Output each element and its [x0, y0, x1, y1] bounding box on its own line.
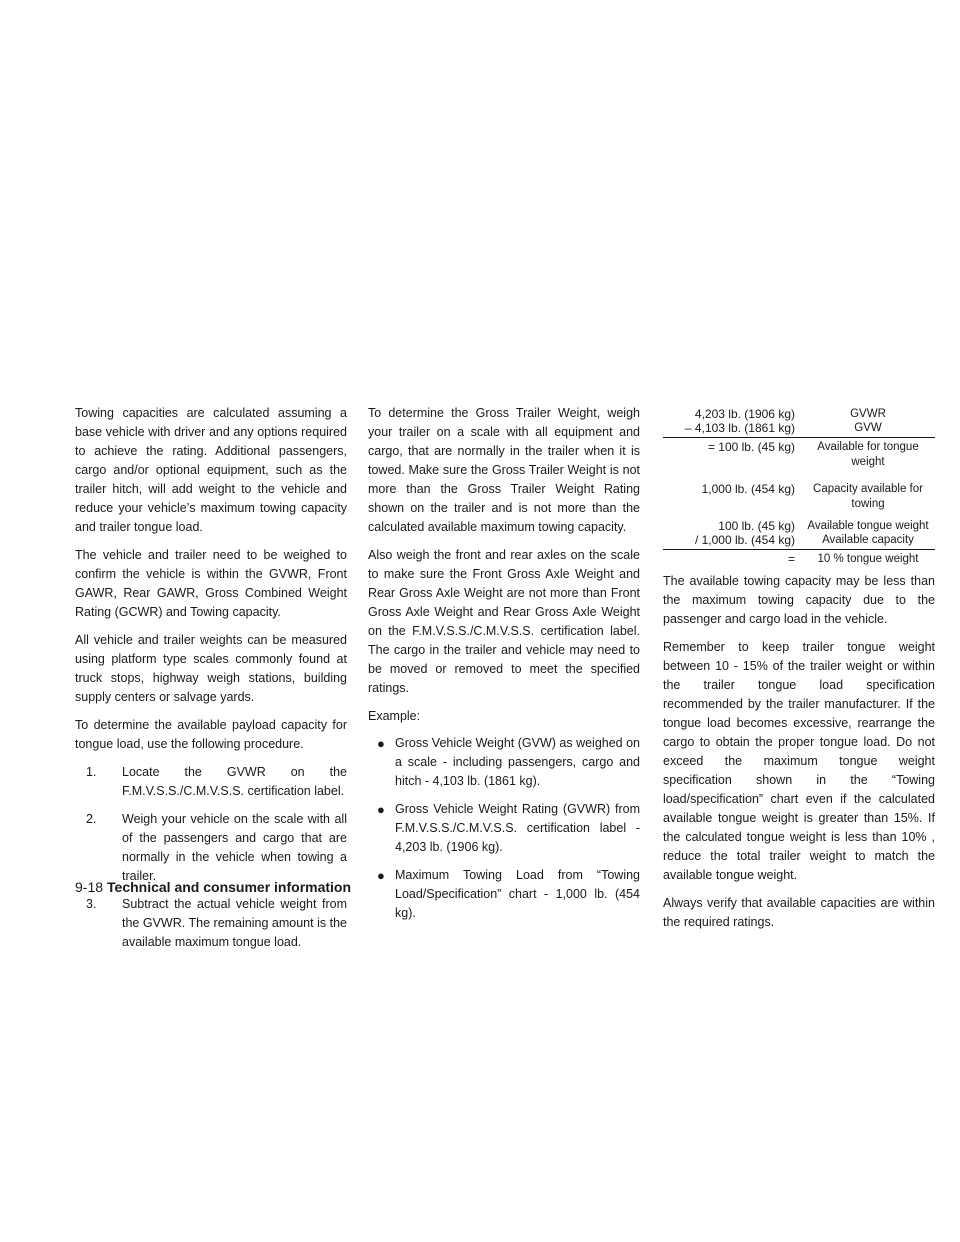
calc-label: Available tongue weight — [807, 520, 929, 532]
bullet-icon: ● — [377, 736, 385, 751]
paragraph-axle-weights: Also weigh the front and rear axles on the scale to make sure the Front Gross Axle Weight and Rear Gross Axle Weight are not more than Front Gross Axle Weight and Rear Gross Axle Weight on the F.M.V.S.S./C.M.V.S.S. certification label. The cargo in the trailer and vehicle may need to be moved or removed to meet the specified ratings. — [368, 548, 640, 695]
calc-value: = 100 lb. (45 kg) — [707, 440, 795, 454]
procedure-steps — [75, 763, 347, 952]
column-middle — [368, 404, 640, 932]
page-number: 9-18 — [75, 879, 104, 895]
calc-value: 4,203 lb. (1906 kg) — [694, 407, 795, 421]
bullet-text: Gross Vehicle Weight (GVW) as weighed on a scale - including passengers, cargo and hitch - 4,103 lb. (1861 kg). — [395, 736, 641, 788]
procedure-step — [75, 810, 347, 886]
calc-equals: = — [787, 552, 795, 566]
calc-label: GVW — [854, 422, 882, 434]
calc-divider — [663, 549, 935, 550]
step-number: 1. — [86, 765, 97, 779]
bullet-icon: ● — [377, 802, 385, 817]
example-label: Example: — [368, 709, 421, 723]
step-number: 3. — [86, 897, 97, 911]
calc-label: GVWR — [850, 408, 886, 420]
calc-value: 1,000 lb. (454 kg) — [701, 482, 795, 496]
step-number: 2. — [86, 812, 97, 826]
column-left — [75, 404, 347, 961]
bullet-text: Gross Vehicle Weight Rating (GVWR) from F.M.V.S.S./C.M.V.S.S. certification label - 4,203 lb. (1906 kg). — [395, 802, 640, 854]
paragraph-procedure-intro: To determine the available payload capacity for tongue load, use the following procedure. — [75, 718, 347, 751]
calc-value: / 1,000 lb. (454 kg) — [694, 533, 795, 547]
calc-label: Capacity available for towing — [813, 483, 923, 510]
step-text: Weigh your vehicle on the scale with all of the passengers and cargo that are normally in the vehicle when towing a trailer. — [122, 812, 347, 883]
paragraph-verify-capacities: Always verify that available capacities are within the required ratings. — [663, 896, 935, 929]
example-bullet-item — [368, 800, 640, 857]
bullet-icon: ● — [377, 868, 385, 883]
procedure-step — [75, 763, 347, 801]
paragraph-available-capacity: The available towing capacity may be less than the maximum towing capacity due to the passenger and cargo load in the vehicle. — [663, 574, 935, 626]
calc-label: 10 % tongue weight — [817, 553, 919, 565]
calc-label: Available capacity — [822, 534, 914, 546]
calc-value: – 4,103 lb. (1861 kg) — [684, 421, 795, 435]
step-text: Subtract the actual vehicle weight from the GVWR. The remaining amount is the available maximum tongue load. — [122, 897, 347, 949]
paragraph-tongue-weight-range: Remember to keep trailer tongue weight between 10 - 15% of the trailer weight or within the trailer tongue load specification recommended by the trailer manufacturer. If the tongue load becomes excessive, rearrange the cargo to obtain the proper tongue load. Do not exceed the maximum tongue weight specification shown in the “Towing load/specification” chart even if the calculated available tongue weight is greater than 15%. If the calculated tongue weight is less than 10% , reduce the total trailer weight to match the available tongue weight. — [663, 640, 935, 882]
calc-label: Available for tongue weight — [817, 441, 919, 468]
calc-divider — [663, 437, 935, 438]
section-title: Technical and consumer information — [107, 879, 352, 895]
paragraph-gross-trailer-weight: To determine the Gross Trailer Weight, weigh your trailer on a scale with all equipment and cargo, that are normally in the trailer when it is towed. Make sure the Gross Trailer Weight is not more than the Gross Trailer Weight Rating shown on the trailer and is not more than the calculated available maximum towing capacity. — [368, 406, 640, 534]
example-bullets — [368, 734, 640, 923]
procedure-step — [75, 895, 347, 952]
paragraph-platform-scales: All vehicle and trailer weights can be measured using platform type scales commonly found at truck stops, highway weigh stations, building supply centers or salvage yards. — [75, 633, 347, 704]
step-text: Locate the GVWR on the F.M.V.S.S./C.M.V.S.S. certification label. — [122, 765, 347, 798]
column-right — [663, 404, 935, 941]
bullet-text: Maximum Towing Load from “Towing Load/Specification” chart - 1,000 lb. (454 kg). — [395, 868, 640, 920]
calc-value: 100 lb. (45 kg) — [718, 519, 795, 533]
paragraph-weigh-vehicle: The vehicle and trailer need to be weighed to confirm the vehicle is within the GVWR, Front GAWR, Rear GAWR, Gross Combined Weight Rating (GCWR) and Towing capacity. — [75, 548, 347, 619]
paragraph-towing-capacities: Towing capacities are calculated assuming a base vehicle with driver and any options required to achieve the rating. Additional passengers, cargo and/or optional equipment, such as the trailer hitch, will add weight to the vehicle and reduce your vehicle’s maximum towing capacity and trailer tongue load. — [75, 406, 347, 534]
page-footer — [75, 879, 351, 895]
tongue-weight-calculation — [663, 404, 935, 564]
example-bullet-item — [368, 734, 640, 791]
example-bullet-item — [368, 866, 640, 923]
